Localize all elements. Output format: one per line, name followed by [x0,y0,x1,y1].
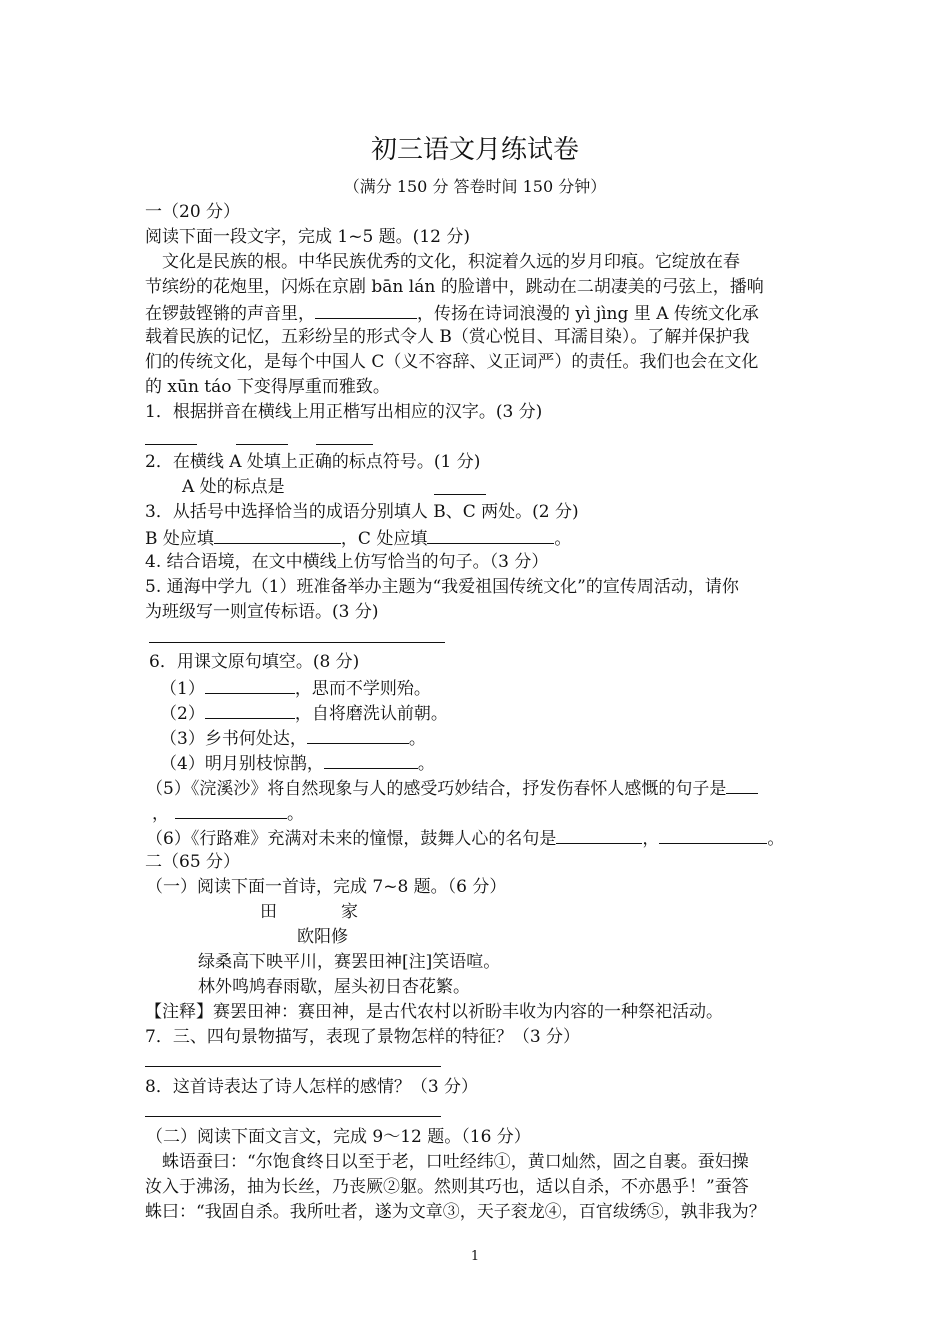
passage-line [145,300,759,324]
item-text: （4）明月别枝惊鹊， [160,754,324,774]
poem-line: 绿桑高下映平川，赛罢田神[注]笑语喧。 [198,952,501,972]
passage-text: 在锣鼓铿锵的声音里， [145,304,315,324]
fill-blank[interactable] [214,525,341,544]
poem-note: 【注释】赛罢田神：赛田神，是古代农村以祈盼丰收为内容的一种祭祀活动。 [145,1002,723,1022]
exam-subtitle: （满分 150 分 答卷时间 150 分钟） [343,177,607,196]
item-text: ，自将磨洗认前朝。 [294,704,448,724]
fill-blank[interactable] [205,700,295,719]
passage-line: 们的传统文化，是每个中国人 C（义不容辞、义正词严）的责任。我们也会在文化 [145,352,759,372]
section-two-heading: 二（65 分） [145,852,241,872]
item-text: （6）《行路难》充满对未来的憧憬，鼓舞人心的名句是 [146,829,557,849]
item-text: 。 [417,754,435,774]
answer-line[interactable] [149,642,445,643]
passage-line: 节缤纷的花炮里，闪烁在京剧 bān lán 的脸谱中，跳动在二胡凄美的弓弦上，播响 [145,277,764,297]
question-6-3 [160,725,426,749]
page-number: 1 [470,1249,480,1264]
fill-blank[interactable] [315,300,417,319]
answer-line[interactable] [145,1116,441,1117]
classical-text-line: 蛛语蚕曰：“尔饱食终日以至于老，口吐经纬①，黄口灿然，固之自裹。蚕妇操 [162,1152,749,1172]
question-2: 2．在横线 A 处填上正确的标点符号。(1 分) [145,452,481,472]
question-5-cont: 为班级写一则宣传标语。(3 分) [145,602,379,622]
prompt-text: B 处应填 [145,529,214,549]
fill-blank[interactable] [659,825,767,844]
prompt-text: 。 [554,529,572,549]
question-3: 3．从括号中选择恰当的成语分别填人 B、C 两处。(2 分) [145,502,579,522]
answer-line[interactable] [145,1066,441,1067]
question-6-1 [160,675,431,699]
question-3-answer-line [145,525,571,549]
fill-blank[interactable] [205,675,295,694]
poem-title-char: 田 [260,902,277,922]
question-6-6 [146,825,784,849]
fill-blank[interactable] [726,775,758,794]
item-number: （2） [160,704,205,724]
passage-text: ，传扬在诗词浪漫的 yì jìng 里 A 传统文化承 [417,304,759,324]
poem-author: 欧阳修 [297,927,348,947]
question-6-5 [146,775,758,799]
question-1: 1．根据拼音在横线上用正楷写出相应的汉字。(3 分) [145,402,543,422]
fill-blank[interactable] [556,825,642,844]
passage-line: 文化是民族的根。中华民族优秀的文化，积淀着久远的岁月印痕。它绽放在春 [162,252,740,272]
answer-blank[interactable] [145,444,197,445]
fill-blank[interactable] [175,800,287,819]
section-one-intro: 阅读下面一段文字，完成 1~5 题。(12 分) [145,227,470,247]
fill-blank[interactable] [307,725,409,744]
item-text: ，思而不学则殆。 [294,679,431,699]
exam-title: 初三语文月练试卷 [370,135,579,165]
question-4: 4. 结合语境，在文中横线上仿写恰当的句子。（3 分） [145,552,549,572]
section-two-part-one: （一）阅读下面一首诗，完成 7~8 题。（6 分） [146,877,507,897]
classical-text-line: 蛛曰：“我固自杀。我所吐者，遂为文章③，天子衮龙④，百官绂绣⑤，孰非我为？ [145,1202,766,1222]
item-text: （5）《浣溪沙》将自然现象与人的感受巧妙结合，抒发伤春怀人感慨的句子是 [146,779,727,799]
classical-text-line: 汝入于沸汤，抽为长丝，乃丧厥②躯。然则其巧也，适以自杀，不亦愚乎！”蚕答 [145,1177,749,1197]
passage-line: 的 xūn táo 下变得厚重而雅致。 [145,377,390,397]
answer-blank[interactable] [434,494,486,495]
question-8: 8．这首诗表达了诗人怎样的感情？（3 分） [145,1077,479,1097]
question-6-5-cont [152,800,304,824]
item-text: ， [642,829,660,849]
section-two-part-two: （二）阅读下面文言文，完成 9～12 题。（16 分） [146,1127,531,1147]
item-text: （3）乡书何处达， [160,729,307,749]
item-number: （1） [160,679,205,699]
poem-title-char: 家 [341,902,358,922]
prompt-text: ，C 处应填 [340,529,428,549]
question-2-prompt: A 处的标点是 [182,477,285,497]
answer-blank[interactable] [236,444,288,445]
question-6-2 [160,700,448,724]
poem-line: 林外鸣鸠春雨歇，屋头初日杏花繁。 [198,977,470,997]
item-text: ， [152,804,169,824]
item-text: 。 [408,729,426,749]
question-6: 6．用课文原句填空。(8 分) [149,652,360,672]
item-text: 。 [767,829,785,849]
question-7: 7．三、四句景物描写，表现了景物怎样的特征？（3 分） [145,1027,581,1047]
passage-line: 载着民族的记忆，五彩纷呈的形式令人 B（赏心悦目、耳濡目染）。了解并保护我 [145,327,750,347]
item-text: 。 [287,804,304,824]
answer-blank[interactable] [316,444,373,445]
fill-blank[interactable] [324,750,418,769]
question-5: 5. 通海中学九（1）班准备举办主题为“我爱祖国传统文化”的宣传周活动，请你 [145,577,739,597]
fill-blank[interactable] [427,525,554,544]
section-one-heading: 一（20 分） [145,202,241,222]
question-6-4 [160,750,435,774]
